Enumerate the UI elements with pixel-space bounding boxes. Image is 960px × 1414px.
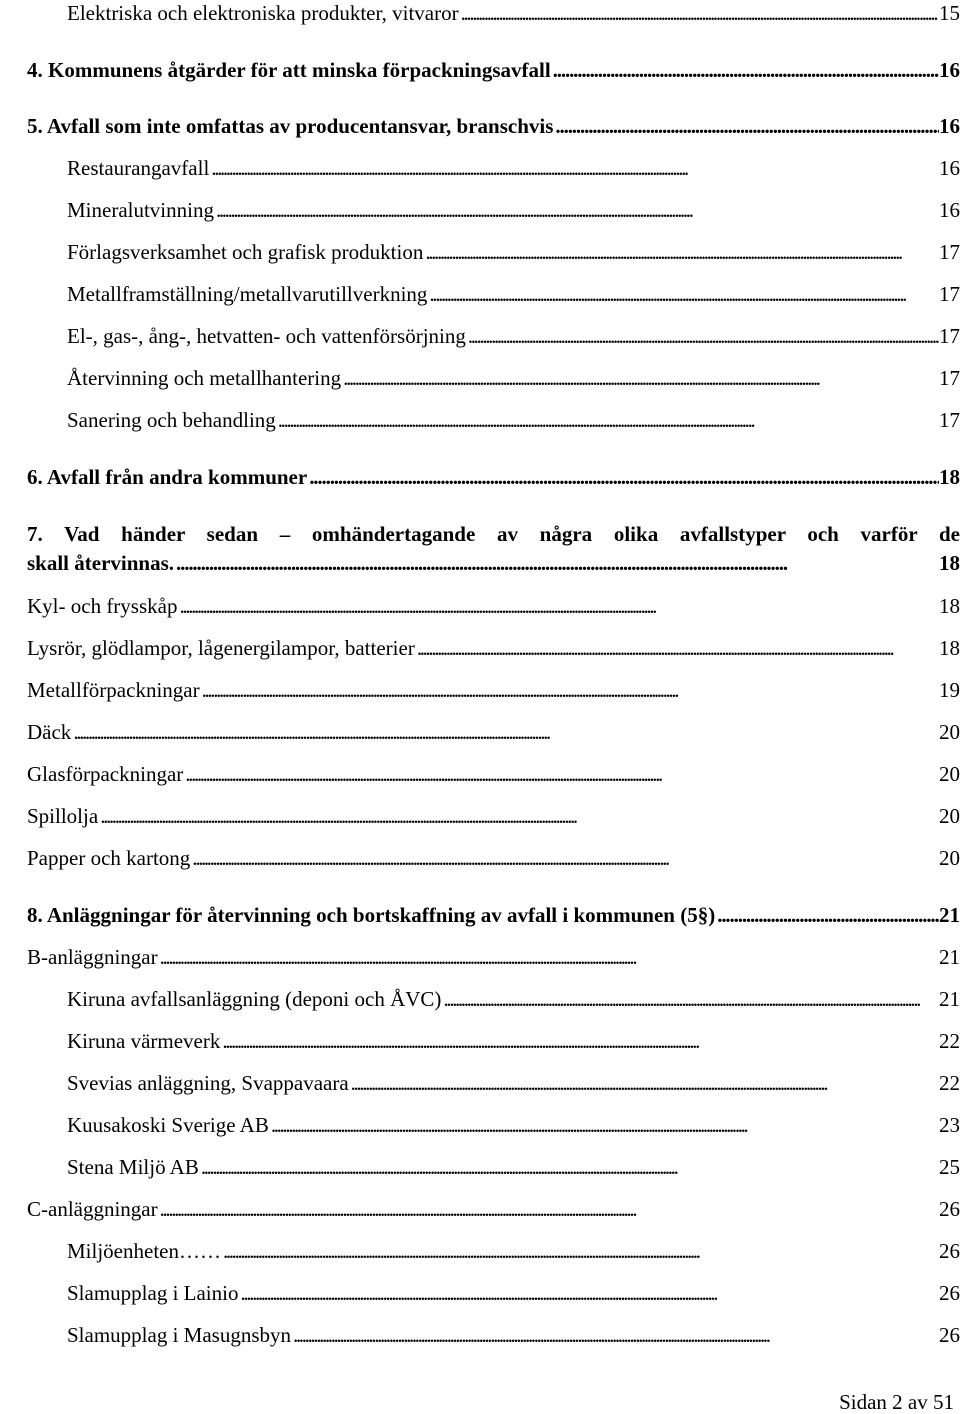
toc-entry-page: 21 bbox=[939, 987, 960, 1011]
toc-entry[interactable] bbox=[27, 902, 960, 928]
toc-entry[interactable] bbox=[27, 520, 960, 578]
dot-leader bbox=[221, 1238, 939, 1264]
toc-entry-page: 22 bbox=[939, 1071, 960, 1095]
dot-leader bbox=[341, 365, 939, 391]
toc-entry-label: Mineralutvinning bbox=[67, 198, 214, 222]
toc-entry-page: 17 bbox=[939, 408, 960, 432]
toc-entry-label: Spillolja bbox=[27, 804, 99, 828]
dot-leader bbox=[459, 0, 939, 26]
toc-entry-label: Svevias anläggning, Svappavaara bbox=[67, 1071, 349, 1095]
toc-entry[interactable] bbox=[67, 197, 960, 223]
dot-leader bbox=[220, 1028, 939, 1054]
toc-entry-label: Kiruna avfallsanläggning (deponi och ÅVC) bbox=[67, 987, 442, 1011]
dot-leader bbox=[349, 1070, 939, 1096]
toc-entry[interactable] bbox=[67, 407, 960, 433]
toc-entry[interactable] bbox=[27, 944, 960, 970]
dot-leader bbox=[199, 1154, 939, 1180]
toc-entry-label-line2: skall återvinnas. bbox=[27, 551, 175, 575]
toc-entry[interactable] bbox=[67, 1238, 960, 1264]
toc-entry[interactable] bbox=[67, 239, 960, 265]
toc-entry[interactable] bbox=[27, 113, 960, 139]
toc-entry-label: 4. Kommunens åtgärder för att minska förpackningsavfall bbox=[27, 58, 551, 82]
dot-leader bbox=[307, 464, 939, 490]
toc-entry-label: 5. Avfall som inte omfattas av producentansvar, branschvis bbox=[27, 114, 554, 138]
toc-entry-page: 20 bbox=[939, 720, 960, 744]
toc-entry-label: Stena Miljö AB bbox=[67, 1155, 199, 1179]
toc-entry-label: Kuusakoski Sverige AB bbox=[67, 1113, 269, 1137]
toc-entry-label: Glasförpackningar bbox=[27, 762, 184, 786]
dot-leader bbox=[238, 1280, 939, 1306]
toc-entry-label: Elektriska och elektroniska produkter, vitvaror bbox=[67, 1, 459, 25]
toc-entry-page: 15 bbox=[939, 1, 960, 25]
toc-entry-page: 26 bbox=[939, 1323, 960, 1347]
toc-entry-label: Förlagsverksamhet och grafisk produktion bbox=[67, 240, 424, 264]
toc-entry-page: 17 bbox=[939, 240, 960, 264]
toc-entry-page: 16 bbox=[939, 58, 960, 82]
toc-entry-page: 20 bbox=[939, 762, 960, 786]
dot-leader bbox=[276, 407, 939, 433]
dot-leader bbox=[71, 719, 939, 745]
toc-entry-page: 16 bbox=[939, 198, 960, 222]
toc-entry-page: 16 bbox=[939, 156, 960, 180]
toc-entry-page: 21 bbox=[939, 903, 960, 927]
toc-entry[interactable] bbox=[67, 986, 960, 1012]
toc-entry[interactable] bbox=[27, 57, 960, 83]
toc-entry-label: Kyl- och frysskåp bbox=[27, 594, 178, 618]
dot-leader bbox=[209, 155, 939, 181]
toc-entry-page: 18 bbox=[939, 594, 960, 618]
toc-entry-label: 6. Avfall från andra kommuner bbox=[27, 465, 308, 489]
dot-leader bbox=[427, 281, 939, 307]
toc-entry-page: 18 bbox=[939, 465, 960, 489]
dot-leader bbox=[177, 593, 939, 619]
toc-entry-page: 16 bbox=[939, 114, 960, 138]
dot-leader bbox=[291, 1322, 939, 1348]
toc-entry-label: Kiruna värmeverk bbox=[67, 1029, 221, 1053]
toc-entry[interactable] bbox=[67, 1112, 960, 1138]
toc-entry-label: 8. Anläggningar för återvinning och bortskaffning av avfall i kommunen (5§) bbox=[27, 903, 716, 927]
toc-entry-page: 20 bbox=[939, 846, 960, 870]
toc-entry-page: 17 bbox=[939, 324, 960, 348]
toc-entry-page: 19 bbox=[939, 678, 960, 702]
toc-entry-label: Papper och kartong bbox=[27, 846, 191, 870]
toc-entry-label: Däck bbox=[27, 720, 72, 744]
dot-leader bbox=[214, 197, 939, 223]
toc-entry-page: 25 bbox=[939, 1155, 960, 1179]
toc-entry-page: 18 bbox=[939, 551, 960, 575]
toc-entry-page: 22 bbox=[939, 1029, 960, 1053]
toc-entry-label: Slamupplag i Lainio bbox=[67, 1281, 239, 1305]
toc-entry-page: 26 bbox=[939, 1281, 960, 1305]
toc-entry[interactable] bbox=[27, 845, 960, 871]
toc-entry-page: 18 bbox=[939, 636, 960, 660]
toc-entry[interactable] bbox=[27, 635, 960, 661]
toc-entry-label: Lysrör, glödlampor, lågenergilampor, batterier bbox=[27, 636, 415, 660]
toc-entry[interactable] bbox=[27, 677, 960, 703]
toc-entry-label: Sanering och behandling bbox=[67, 408, 276, 432]
dot-leader bbox=[158, 1196, 939, 1222]
dot-leader bbox=[269, 1112, 939, 1138]
toc-entry[interactable] bbox=[67, 365, 960, 391]
dot-leader bbox=[423, 239, 939, 265]
toc-entry[interactable] bbox=[67, 1322, 960, 1348]
dot-leader bbox=[441, 986, 939, 1012]
toc-entry[interactable] bbox=[67, 323, 960, 349]
toc-entry-label: Restaurangavfall bbox=[67, 156, 210, 180]
toc-entry[interactable] bbox=[27, 464, 960, 490]
toc-entry-page: 17 bbox=[939, 366, 960, 390]
toc-entry[interactable] bbox=[67, 1070, 960, 1096]
toc-entry-label: Metallframställning/metallvarutillverkning bbox=[67, 282, 428, 306]
toc-entry[interactable] bbox=[67, 1028, 960, 1054]
toc-entry[interactable] bbox=[67, 281, 960, 307]
dot-leader bbox=[183, 761, 939, 787]
dot-leader bbox=[98, 803, 939, 829]
toc-entry-label: Miljöenheten…… bbox=[67, 1239, 221, 1263]
toc-entry-page: 26 bbox=[939, 1197, 960, 1221]
toc-entry[interactable] bbox=[27, 761, 960, 787]
toc-entry[interactable] bbox=[27, 719, 960, 745]
dot-leader bbox=[466, 323, 939, 349]
dot-leader bbox=[553, 113, 939, 139]
toc-entry-label: El-, gas-, ång-, hetvatten- och vattenförsörjning bbox=[67, 324, 466, 348]
page-indicator: Sidan 2 av 51 bbox=[839, 1390, 954, 1414]
toc-entry[interactable] bbox=[27, 1196, 960, 1222]
dot-leader bbox=[415, 635, 939, 661]
toc-entry-label: B-anläggningar bbox=[27, 945, 158, 969]
toc-entry[interactable] bbox=[67, 1280, 960, 1306]
toc-entry-page: 21 bbox=[939, 945, 960, 969]
toc-entry-page: 17 bbox=[939, 282, 960, 306]
toc-entry-label: C-anläggningar bbox=[27, 1197, 158, 1221]
dot-leader bbox=[190, 845, 939, 871]
toc-entry-page: 20 bbox=[939, 804, 960, 828]
toc-entry[interactable] bbox=[67, 0, 960, 26]
toc-entry-label: Metallförpackningar bbox=[27, 678, 200, 702]
toc-entry-page: 26 bbox=[939, 1239, 960, 1263]
toc-entry[interactable] bbox=[67, 155, 960, 181]
toc-entry-page: 23 bbox=[939, 1113, 960, 1137]
dot-leader bbox=[715, 902, 939, 928]
toc-entry[interactable] bbox=[27, 593, 960, 619]
dot-leader bbox=[174, 549, 939, 578]
dot-leader bbox=[158, 944, 939, 970]
toc-entry-label-line1: 7. Vad händer sedan – omhändertagande av några olika avfallstyper och varför de bbox=[27, 522, 960, 546]
dot-leader bbox=[551, 57, 939, 83]
toc-entry[interactable] bbox=[27, 803, 960, 829]
toc-entry-label: Återvinning och metallhantering bbox=[67, 366, 342, 390]
toc-entry-label: Slamupplag i Masugnsbyn bbox=[67, 1323, 291, 1347]
toc-entry[interactable] bbox=[67, 1154, 960, 1180]
dot-leader bbox=[200, 677, 939, 703]
